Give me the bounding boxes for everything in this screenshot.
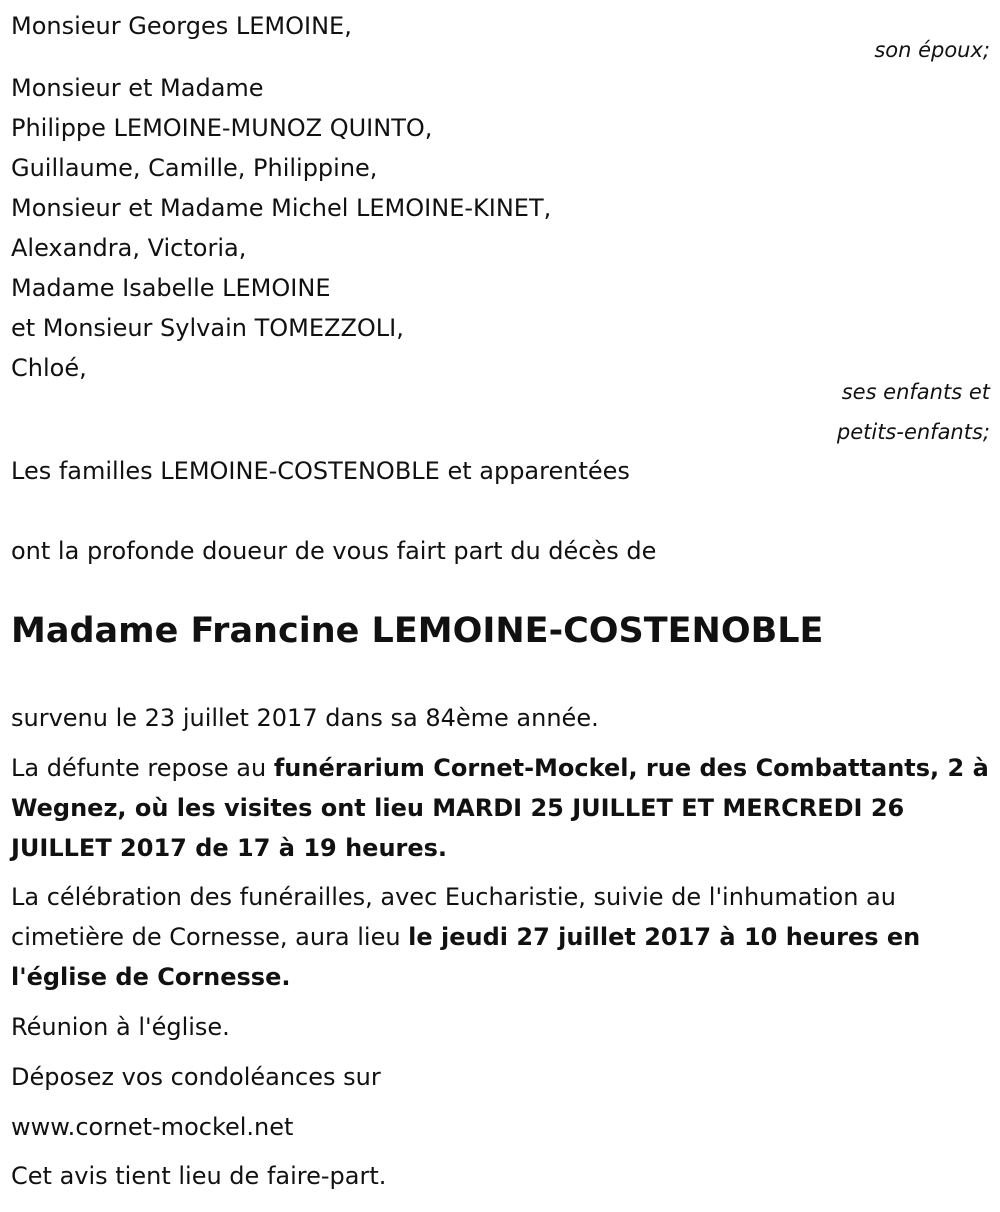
ceremony-details: le jeudi 27 juillet 2017 à 10 heures en l'église de Cornesse.: [11, 923, 921, 991]
condolences-line: Déposez vos condoléances sur: [11, 1063, 381, 1091]
meeting-line: Réunion à l'église.: [11, 1013, 230, 1041]
notice-line: Cet avis tient lieu de faire-part.: [11, 1162, 387, 1190]
funerarium-details: funérarium Cornet-Mockel, rue des Combattants, 2 à Wegnez, où les visites ont lieu MARDI 25 JUILLET ET MERCREDI 26 JUILLET 2017 de 17 à 19 heures.: [11, 754, 989, 862]
rest-text: La défunte repose au: [11, 754, 274, 782]
children-line: Guillaume, Camille, Philippine,: [11, 154, 378, 182]
deceased-name: Madame Francine LEMOINE-COSTENOBLE: [11, 611, 824, 651]
spouse-role: son époux;: [874, 38, 990, 62]
children-line: Chloé,: [11, 354, 87, 382]
children-line: et Monsieur Sylvain TOMEZZOLI,: [11, 314, 404, 342]
ceremony-paragraph: [11, 877, 993, 997]
intro-line: ont la profonde doueur de vous fairt part du décès de: [11, 537, 657, 565]
death-info: survenu le 23 juillet 2017 dans sa 84ème année.: [11, 704, 599, 732]
spouse-name: Monsieur Georges LEMOINE,: [11, 12, 352, 40]
grandchildren-role: petits-enfants;: [836, 420, 990, 444]
families-line: Les familles LEMOINE-COSTENOBLE et apparentées: [11, 457, 630, 485]
children-line: Madame Isabelle LEMOINE: [11, 274, 331, 302]
children-line: Alexandra, Victoria,: [11, 234, 247, 262]
rest-paragraph: [11, 748, 993, 868]
children-line: Monsieur et Madame: [11, 74, 264, 102]
ceremony-text: La célébration des funérailles, avec Eucharistie, suivie de l'inhumation au cimetière de Cornesse, aura lieu: [11, 883, 896, 951]
children-line: Monsieur et Madame Michel LEMOINE-KINET,: [11, 194, 552, 222]
children-line: Philippe LEMOINE-MUNOZ QUINTO,: [11, 114, 433, 142]
website-link[interactable]: www.cornet-mockel.net: [11, 1113, 294, 1141]
children-role: ses enfants et: [841, 380, 990, 404]
